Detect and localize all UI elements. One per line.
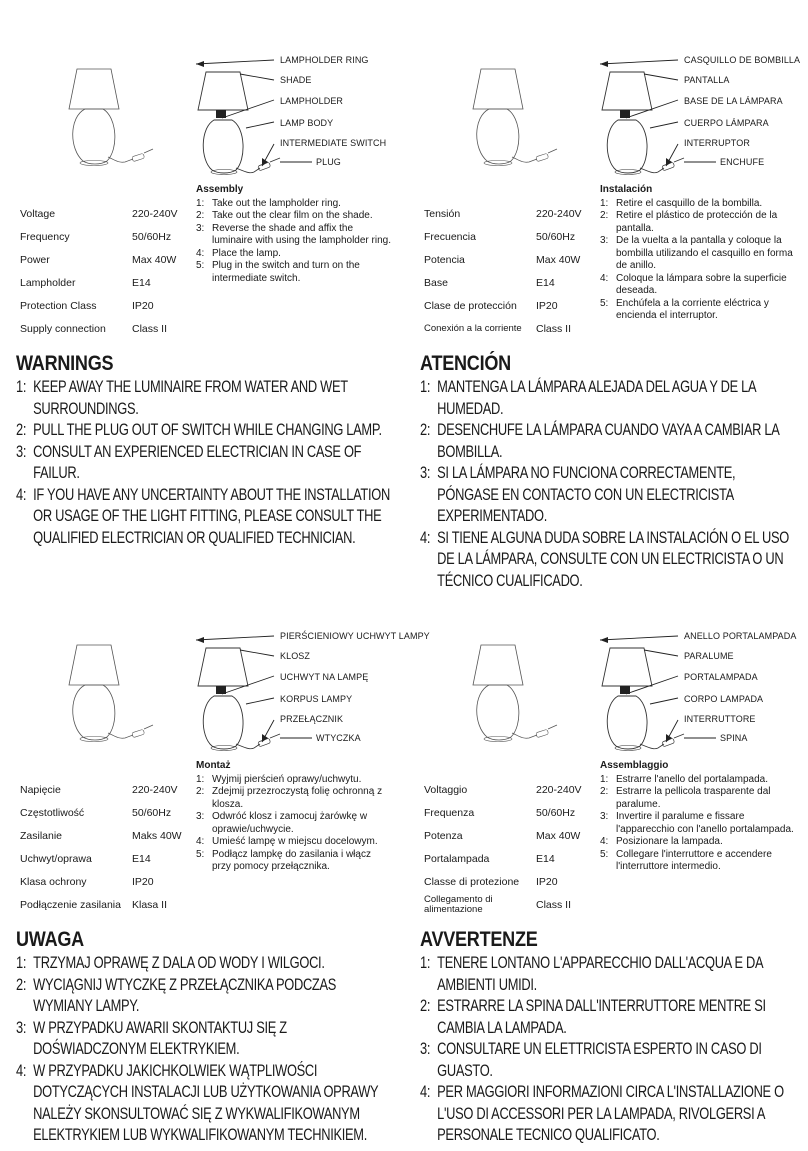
spec-key: Potencia xyxy=(424,253,465,266)
assembly-title: Montaż xyxy=(196,760,231,771)
spec-key: Protection Class xyxy=(20,299,97,312)
spec-row xyxy=(424,801,599,824)
part-label-switch: INTERMEDIATE SWITCH xyxy=(280,138,387,148)
spec-row xyxy=(20,317,195,340)
spec-row xyxy=(424,294,599,317)
spec-key: Klasa ochrony xyxy=(20,875,87,888)
part-label-shade: KLOSZ xyxy=(280,651,311,661)
spec-table xyxy=(20,778,195,916)
spec-row xyxy=(424,271,599,294)
assembly-step xyxy=(600,774,796,787)
step-number: 4: xyxy=(600,836,609,847)
assembly-steps xyxy=(196,198,392,286)
warning-number: 2: xyxy=(16,975,27,994)
language-section-es xyxy=(404,0,804,590)
assembly-instructions xyxy=(196,184,392,285)
warning-number: 1: xyxy=(420,378,431,396)
spec-value: Class II xyxy=(132,322,168,335)
warning-item xyxy=(420,420,798,463)
step-text: Odwróć klosz i zamocuj żarówkę w oprawie/uchwycie. xyxy=(212,811,368,835)
warning-number: 1: xyxy=(16,378,27,396)
spec-row xyxy=(20,202,195,225)
step-text: Umieść lampę w miejscu docelowym. xyxy=(212,836,378,847)
spec-row xyxy=(424,778,599,801)
step-number: 2: xyxy=(600,210,609,221)
warning-number: 2: xyxy=(420,421,431,439)
assembly-step xyxy=(196,849,392,874)
warning-text: SI LA LÁMPARA NO FUNCIONA CORRECTAMENTE, PÓNGASE EN CONTACTO CON UN ELECTRICISTA EXPERIMENTADO. xyxy=(437,464,736,525)
spec-value: IP20 xyxy=(536,875,558,888)
step-number: 1: xyxy=(196,197,205,209)
spec-key: Frequency xyxy=(20,230,70,243)
assembly-step xyxy=(600,273,796,298)
spec-value: 50/60Hz xyxy=(132,806,172,819)
step-number: 5: xyxy=(196,848,205,860)
warning-text: CONSULTARE UN ELETTRICISTA ESPERTO IN CASO DI GUASTO. xyxy=(437,1040,762,1080)
spec-key: Voltage xyxy=(20,207,56,220)
part-label-plug: WTYCZKA xyxy=(316,733,361,743)
spec-row xyxy=(20,824,195,847)
warning-item xyxy=(420,377,798,420)
spec-value: Klasa II xyxy=(132,898,168,911)
warning-item xyxy=(420,463,798,528)
warning-number: 2: xyxy=(420,997,431,1015)
warning-item xyxy=(420,1039,798,1082)
warnings-title: ATENCIÓN xyxy=(420,352,511,375)
assembly-instructions xyxy=(196,760,392,874)
spec-key: Tensión xyxy=(424,207,461,220)
warning-number: 2: xyxy=(16,421,27,439)
warnings-list xyxy=(420,953,804,1147)
warning-item xyxy=(16,420,394,442)
spec-value: E14 xyxy=(132,852,151,865)
step-text: Take out the lampholder ring. xyxy=(212,197,341,209)
spec-key: Base xyxy=(424,276,448,289)
step-number: 3: xyxy=(600,811,609,822)
part-label-shade: PARALUME xyxy=(684,651,734,661)
warning-text: TRZYMAJ OPRAWĘ Z DALA OD WODY I WILGOCI. xyxy=(33,954,325,972)
step-text: Posizionare la lampada. xyxy=(616,836,723,847)
warnings-title: AVVERTENZE xyxy=(420,928,538,951)
step-text: Collegare l'interruttore e accendere l'interruttore intermedio. xyxy=(616,848,772,872)
part-label-lampholder: BASE DE LA LÁMPARA xyxy=(684,96,783,106)
spec-table xyxy=(424,778,599,916)
warnings-block xyxy=(16,928,400,1147)
spec-value: 220-240V xyxy=(536,207,582,220)
part-label-lampholder: PORTALAMPADA xyxy=(684,672,758,682)
spec-value: IP20 xyxy=(132,875,154,888)
warnings-list xyxy=(16,953,400,1147)
step-number: 3: xyxy=(196,811,205,822)
warning-text: CONSULT AN EXPERIENCED ELECTRICIAN IN CASE OF FAILUR. xyxy=(33,442,362,482)
spec-value: 220-240V xyxy=(132,783,178,796)
spec-value: IP20 xyxy=(536,299,558,312)
spec-key: Voltaggio xyxy=(424,783,468,796)
warnings-list xyxy=(420,377,804,592)
assembly-step xyxy=(196,836,392,849)
warning-text: KEEP AWAY THE LUMINAIRE FROM WATER AND WET SURROUNDINGS. xyxy=(33,378,348,418)
spec-row xyxy=(424,893,599,916)
spec-value: Max 40W xyxy=(132,253,177,266)
step-text: Invertire il paralume e fissare l'apparecchio con l'anello portalampada. xyxy=(616,811,794,835)
spec-value: Max 40W xyxy=(536,829,581,842)
part-label-lampholder-ring: PIERŚCIENIOWY UCHWYT LAMPY xyxy=(280,631,430,641)
warning-number: 3: xyxy=(420,464,431,482)
warning-text: TENERE LONTANO L'APPARECCHIO DALL'ACQUA E DA AMBIENTI UMIDI. xyxy=(437,954,763,994)
warning-number: 1: xyxy=(16,954,27,972)
assembly-step xyxy=(196,198,392,211)
part-label-shade: SHADE xyxy=(280,75,312,85)
warnings-block xyxy=(420,928,804,1147)
spec-value: E14 xyxy=(536,852,555,865)
assembly-step xyxy=(600,235,796,273)
warning-text: PULL THE PLUG OUT OF SWITCH WHILE CHANGING LAMP. xyxy=(33,421,382,439)
part-label-lampholder-ring: LAMPHOLDER RING xyxy=(280,55,369,65)
warning-item xyxy=(16,1018,394,1061)
part-label-lampholder: LAMPHOLDER xyxy=(280,96,344,106)
spec-value: E14 xyxy=(132,276,151,289)
step-number: 2: xyxy=(600,786,609,797)
step-number: 5: xyxy=(600,848,609,860)
spec-key: Collegamento di alimentazione xyxy=(424,893,493,915)
step-text: Place the lamp. xyxy=(212,247,281,259)
warning-item xyxy=(16,485,394,550)
step-number: 2: xyxy=(196,786,205,797)
spec-key: Zasilanie xyxy=(20,829,63,842)
spec-key: Conexión a la corriente xyxy=(424,322,522,334)
assembly-title: Assembly xyxy=(196,184,244,195)
warning-item xyxy=(16,975,394,1018)
assembly-step xyxy=(196,210,392,223)
spec-row xyxy=(424,202,599,225)
step-text: Take out the clear film on the shade. xyxy=(212,210,373,221)
step-number: 4: xyxy=(196,247,205,259)
assembly-step xyxy=(196,811,392,836)
spec-key: Podłączenie zasilania xyxy=(20,898,121,911)
spec-value: Class II xyxy=(536,898,572,911)
warning-number: 4: xyxy=(16,1061,27,1080)
spec-row xyxy=(424,847,599,870)
warning-text: SI TIENE ALGUNA DUDA SOBRE LA INSTALACIÓN O EL USO DE LA LÁMPARA, CONSULTE CON UN ELECTRICISTA O UN TÉCNICO CUALIFICADO. xyxy=(437,528,789,590)
spec-value: 220-240V xyxy=(132,207,178,220)
spec-key: Frecuencia xyxy=(424,230,476,243)
spec-key: Częstotliwość xyxy=(20,806,85,819)
warning-text: W PRZYPADKU JAKICHKOLWIEK WĄTPLIWOŚCI DOTYCZĄCYCH INSTALACJI LUB UŻYTKOWANIA OPRAWY NALEŻY SKONSULTOWAĆ SIĘ Z WYKWALIFIKOWANYM ELEKTRYKIEM LUB WYKWALIFIKOWANYM TECHNIKIEM. xyxy=(33,1061,379,1144)
step-text: De la vuelta a la pantalla y coloque la bombilla utilizando el casquillo en forma de anillo. xyxy=(616,235,793,271)
spec-row xyxy=(20,294,195,317)
spec-row xyxy=(20,870,195,893)
warning-number: 3: xyxy=(16,1018,27,1037)
warning-item xyxy=(420,1082,798,1147)
warning-number: 4: xyxy=(420,528,431,547)
part-label-plug: ENCHUFE xyxy=(720,157,765,167)
spec-value: Maks 40W xyxy=(132,829,182,842)
step-text: Coloque la lámpara sobre la superficie deseada. xyxy=(616,272,787,296)
spec-table xyxy=(20,202,195,340)
step-number: 5: xyxy=(196,260,205,271)
step-number: 1: xyxy=(196,773,205,785)
spec-table xyxy=(424,202,599,340)
step-number: 2: xyxy=(196,210,205,221)
spec-row xyxy=(20,225,195,248)
assembly-step xyxy=(196,248,392,261)
warning-text: PER MAGGIORI INFORMAZIONI CIRCA L'INSTALLAZIONE O L'USO DI ACCESSORI PER LA LAMPADA, RIVOLGERSI A PERSONALE TECNICO QUALIFICATO. xyxy=(437,1083,784,1144)
warnings-list xyxy=(16,377,400,549)
warnings-title: WARNINGS xyxy=(16,352,114,375)
warning-text: MANTENGA LA LÁMPARA ALEJADA DEL AGUA Y DE LA HUMEDAD. xyxy=(437,378,756,418)
assembly-step xyxy=(600,849,796,874)
warning-text: DESENCHUFE LA LÁMPARA CUANDO VAYA A CAMBIAR LA BOMBILLA. xyxy=(437,421,779,461)
warning-number: 3: xyxy=(420,1040,431,1058)
step-number: 1: xyxy=(600,773,609,785)
spec-row xyxy=(20,893,195,916)
assembly-step xyxy=(600,811,796,836)
spec-row xyxy=(424,317,599,340)
assembly-step xyxy=(600,836,796,849)
spec-key: Napięcie xyxy=(20,783,61,796)
spec-key: Lampholder xyxy=(20,276,76,289)
spec-key: Clase de protección xyxy=(424,299,517,312)
assembly-title: Assemblaggio xyxy=(600,760,669,771)
step-text: Retire el plástico de protección de la pantalla. xyxy=(616,210,778,234)
spec-value: 50/60Hz xyxy=(132,230,172,243)
step-text: Zdejmij przezroczystą folię ochronną z klosza. xyxy=(212,786,383,810)
language-section-en xyxy=(0,0,400,575)
assembly-steps xyxy=(600,774,796,874)
spec-key: Supply connection xyxy=(20,322,106,335)
assembly-step xyxy=(196,223,392,248)
step-number: 4: xyxy=(600,272,609,284)
spec-row xyxy=(424,870,599,893)
step-number: 5: xyxy=(600,297,609,309)
assembly-step xyxy=(600,198,796,211)
warning-item xyxy=(16,377,394,420)
spec-row xyxy=(424,824,599,847)
step-number: 3: xyxy=(600,235,609,246)
spec-row xyxy=(20,801,195,824)
language-section-it xyxy=(404,576,804,1151)
warnings-block xyxy=(16,352,400,549)
step-text: Enchúfela a la corriente eléctrica y encienda el interruptor. xyxy=(616,297,769,321)
spec-value: IP20 xyxy=(132,299,154,312)
step-text: Estrarre l'anello del portalampada. xyxy=(616,773,768,785)
spec-value: Max 40W xyxy=(536,253,581,266)
assembly-steps xyxy=(196,774,392,874)
warning-number: 3: xyxy=(16,442,27,461)
warning-item xyxy=(420,996,798,1039)
warning-item xyxy=(16,953,394,975)
spec-key: Classe di protezione xyxy=(424,875,520,888)
warning-text: IF YOU HAVE ANY UNCERTAINTY ABOUT THE INSTALLATION OR USAGE OF THE LIGHT FITTING, PLEASE CONSULT THE QUALIFIED ELECTRICIAN OR QUALIFIED TECHNICIAN. xyxy=(33,485,390,547)
warning-text: ESTRARRE LA SPINA DALL'INTERRUTTORE MENTRE SI CAMBIA LA LAMPADA. xyxy=(437,997,766,1037)
spec-value: Class II xyxy=(536,322,572,335)
spec-key: Uchwyt/oprawa xyxy=(20,852,92,865)
part-label-shade: PANTALLA xyxy=(684,75,730,85)
step-text: Wyjmij pierścień oprawy/uchwytu. xyxy=(212,773,362,785)
assembly-steps xyxy=(600,198,796,323)
spec-value: 50/60Hz xyxy=(536,230,576,243)
warning-number: 4: xyxy=(16,485,27,504)
part-label-lamp-body: KORPUS LAMPY xyxy=(280,694,353,704)
part-label-switch: PRZEŁĄCZNIK xyxy=(280,714,344,724)
part-label-lampholder-ring: ANELLO PORTALAMPADA xyxy=(684,631,797,641)
step-number: 3: xyxy=(196,222,205,234)
assembly-step xyxy=(196,774,392,787)
spec-key: Power xyxy=(20,253,50,266)
spec-key: Portalampada xyxy=(424,852,490,865)
spec-value: 220-240V xyxy=(536,783,582,796)
warning-number: 4: xyxy=(420,1083,431,1101)
step-number: 4: xyxy=(196,836,205,847)
spec-row xyxy=(20,847,195,870)
assembly-step xyxy=(196,786,392,811)
assembly-instructions xyxy=(600,184,796,323)
assembly-instructions xyxy=(600,760,796,874)
spec-key: Potenza xyxy=(424,829,463,842)
part-label-lampholder-ring: CASQUILLO DE BOMBILLA xyxy=(684,55,801,65)
part-label-lamp-body: LAMP BODY xyxy=(280,118,334,128)
part-label-plug: PLUG xyxy=(316,157,341,167)
step-text: Podłącz lampkę do zasilania i włącz przy pomocy przełącznika. xyxy=(212,848,371,872)
part-label-lamp-body: CORPO LAMPADA xyxy=(684,694,764,704)
spec-row xyxy=(20,778,195,801)
warning-text: WYCIĄGNIJ WTYCZKĘ Z PRZEŁĄCZNIKA PODCZAS WYMIANY LAMPY. xyxy=(33,975,337,1015)
language-section-pl xyxy=(0,576,430,1151)
part-label-switch: INTERRUPTOR xyxy=(684,138,750,148)
assembly-step xyxy=(196,260,392,285)
part-label-plug: SPINA xyxy=(720,733,748,743)
step-text: Reverse the shade and affix the luminaire with using the lampholder ring. xyxy=(212,222,391,246)
warning-number: 1: xyxy=(420,954,431,972)
step-text: Plug in the switch and turn on the intermediate switch. xyxy=(212,260,360,284)
assembly-step xyxy=(600,210,796,235)
assembly-step xyxy=(600,786,796,811)
assembly-step xyxy=(600,298,796,323)
warning-item xyxy=(16,442,394,485)
warning-text: W PRZYPADKU AWARII SKONTAKTUJ SIĘ Z DOŚWIADCZONYM ELEKTRYKIEM. xyxy=(33,1018,287,1058)
spec-row xyxy=(20,271,195,294)
spec-row xyxy=(424,248,599,271)
spec-key: Frequenza xyxy=(424,806,475,819)
part-label-lamp-body: CUERPO LÁMPARA xyxy=(684,118,769,128)
warning-item xyxy=(16,1061,394,1147)
spec-row xyxy=(424,225,599,248)
spec-row xyxy=(20,248,195,271)
part-label-switch: INTERRUTTORE xyxy=(684,714,756,724)
warnings-title: UWAGA xyxy=(16,928,84,951)
step-text: Estrarre la pellicola trasparente dal paralume. xyxy=(616,786,771,810)
step-number: 1: xyxy=(600,197,609,209)
warnings-block xyxy=(420,352,804,592)
warning-item xyxy=(420,953,798,996)
spec-value: E14 xyxy=(536,276,555,289)
assembly-title: Instalación xyxy=(600,184,653,195)
spec-value: 50/60Hz xyxy=(536,806,576,819)
step-text: Retire el casquillo de la bombilla. xyxy=(616,197,763,209)
part-label-lampholder: UCHWYT NA LAMPĘ xyxy=(280,672,369,682)
